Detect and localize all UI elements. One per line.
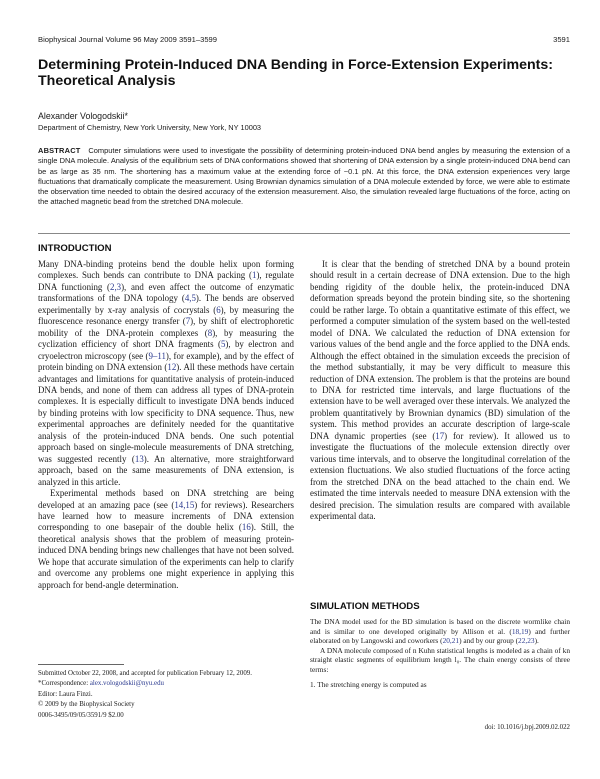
footnote-divider — [38, 664, 124, 665]
reference-link[interactable]: 1 — [252, 270, 257, 281]
methods-paragraph-1: The DNA model used for the BD simulation is based on the discrete wormlike chain and is similar to one developed originally by Allison et al. (18,19) and further elaborated on by Langowski and coworkers (20,21) and by our group (22,23). — [310, 617, 570, 646]
section-heading-simulation-methods: SIMULATION METHODS — [310, 601, 420, 612]
footnotes — [38, 669, 294, 721]
reference-link[interactable]: 20,21 — [442, 636, 460, 646]
left-column — [38, 259, 294, 591]
doi: doi: 10.1016/j.bpj.2009.02.022 — [484, 724, 570, 731]
correspondence-note: *Correspondence: alex.vologodskii@nyu.edu — [38, 680, 164, 688]
abstract-divider — [38, 233, 570, 234]
reference-link[interactable]: 9–11 — [148, 350, 166, 361]
reference-link[interactable]: 7 — [185, 316, 191, 327]
reference-link[interactable]: 16 — [241, 522, 251, 533]
reference-link[interactable]: 4,5 — [184, 293, 196, 304]
reference-link[interactable]: 6 — [216, 304, 221, 315]
methods-paragraph-2: A DNA molecule composed of n Kuhn statistical lengths is modeled as a chain of kn straight elastic segments of equilibrium length l₀. The chain energy consists of three terms: — [310, 645, 570, 674]
author-name: Alexander Vologodskii* — [38, 111, 128, 121]
running-head — [38, 35, 570, 47]
section-heading-introduction: INTRODUCTION — [38, 243, 112, 254]
intro-paragraph-3: It is clear that the bending of stretched DNA by a bound protein should result in a certain decrease of DNA extension. Due to the high bending rigidity of the double helix, the protein-induced DNA deformation spreads beyond the protein binding site, so the shortening could be rather large. To obtain a quantitative estimate of this effect, we performed a computer simulation of the system based on the well-tested model of DNA. We calculated the reduction of DNA extension for various values of the bend angle and the force applied to the DNA ends. Although the effect obtained in the simulation exceeds the precision of the method substantially, it may be very difficult to measure this reduction of DNA extension. The problem is that the proteins are bound to DNA for restricted time intervals, and large fluctuations of the extension have to be well averaged over these intervals. We analyzed the problem quantitatively by Brownian dynamics (BD) simulation of the system. This method provides an accurate description of large-scale DNA dynamic properties (see (17) for review). It allowed us to investigate the fluctuations of the molecule extension directly over various time intervals, and to observe the longitudinal correlation of the extension fluctuations. We also studied fluctuations of the force acting from the stretched DNA on the bead attached to the chain end. We estimated the time intervals needed to measure DNA extension with the desired precision. The simulation results are compared with available experimental data. — [310, 259, 570, 521]
issn-note: 0006-3495/09/05/3591/9 $2.00 — [38, 711, 124, 719]
intro-paragraph-1: Many DNA-binding proteins bend the double helix upon forming complexes. Such bends can contribute to DNA packing (1), regulate DNA functioning (2,3), and even affect the outcome of enzymatic transformations of the DNA topology (4,5). The bends are observed experimentally by x-ray analysis of cocrystals (6), by measuring the fluorescence resonance energy transfer (7), by shift of electrophoretic mobility of the DNA-protein complexes (8), by measuring the cyclization efficiency of short DNA fragments (5), by electron and cryoelectron microscopy (see (9–11), for example), and by the effect of protein binding on DNA extension (12). All these methods have certain advantages and limitations for quantitative analysis of protein-induced DNA bends, and none of them can address all types of DNA-protein complexes. It is especially difficult to investigate DNA bends induced by binding proteins with low specificity to DNA sequence. Thus, new experimental approaches are definitely needed for the quantitative analysis of the protein-induced DNA bends. One such potential approach based on single-molecule measurements of DNA stretching, was suggested recently (13). An alternative, more straightforward approach, based on the same measurements of DNA extension, is analyzed in this article. — [38, 259, 295, 487]
reference-link[interactable]: 2,3 — [110, 281, 122, 292]
editor-note: Editor: Laura Finzi. — [38, 690, 93, 698]
intro-paragraph-2: Experimental methods based on DNA stretching are being developed at an amazing pace (see (14,15) for reviews). Researchers have learned how to measure increments of DNA extension corresponding to one basepair of the double helix (16). Still, the theoretical analysis shows that the problem of measuring protein-induced DNA bending brings new challenges that have not been solved. We hope that accurate simulation of the experiments can help to clarify and overcome any problems one might experience in applying this approach for bend-angle determination. — [38, 488, 295, 590]
reference-link[interactable]: 22,23 — [518, 636, 535, 646]
email-link[interactable]: alex.vologodskii@nyu.edu — [89, 680, 164, 688]
author-affiliation: Department of Chemistry, New York University, New York, NY 10003 — [38, 123, 262, 132]
simulation-methods-text — [310, 617, 570, 689]
page-number: 3591 — [553, 35, 570, 44]
reference-link[interactable]: 14,15 — [174, 499, 195, 510]
copyright-note: © 2009 by the Biophysical Society — [38, 701, 135, 709]
right-column — [310, 259, 570, 522]
abstract-label: ABSTRACT — [38, 146, 81, 155]
reference-link[interactable]: 18,19 — [511, 626, 529, 636]
submission-note: Submitted October 22, 2008, and accepted for publication February 12, 2009. — [38, 670, 252, 677]
reference-link[interactable]: 13 — [134, 453, 144, 464]
reference-link[interactable]: 5 — [220, 339, 226, 350]
abstract-text: Computer simulations were used to investigate the possibility of determining protein-induced DNA bend angles by measuring the extension of a single DNA molecule. Analysis of the equilibrium sets of DNA conformations showed that shortening of DNA extension by a single protein-induced DNA bend can be as large as 35 nm. The shortening has a maximum value at the extending force of ~0.1 pN. At this force, the DNA extension experiences very large fluctuations that dramatically complicate the measurement. Using Brownian dynamics simulation of a DNA molecule extended by force, we were able to estimate the observation time needed to obtain the desired accuracy of the extension measurement. Also, the simulation revealed large fluctuations of the force, acting on the attached magnetic bead from the stretched DNA molecule. — [38, 146, 570, 207]
reference-link[interactable]: 17 — [435, 430, 445, 441]
abstract — [38, 146, 570, 208]
journal-citation: Biophysical Journal Volume 96 May 2009 3591–3599 — [38, 35, 217, 44]
reference-link[interactable]: 8 — [207, 327, 213, 338]
reference-link[interactable]: 12 — [167, 362, 177, 373]
article-title: Determining Protein-Induced DNA Bending in Force-Extension Experiments: Theoretical Analysis — [38, 57, 554, 89]
methods-list-item-1: 1. The stretching energy is computed as — [310, 679, 427, 689]
